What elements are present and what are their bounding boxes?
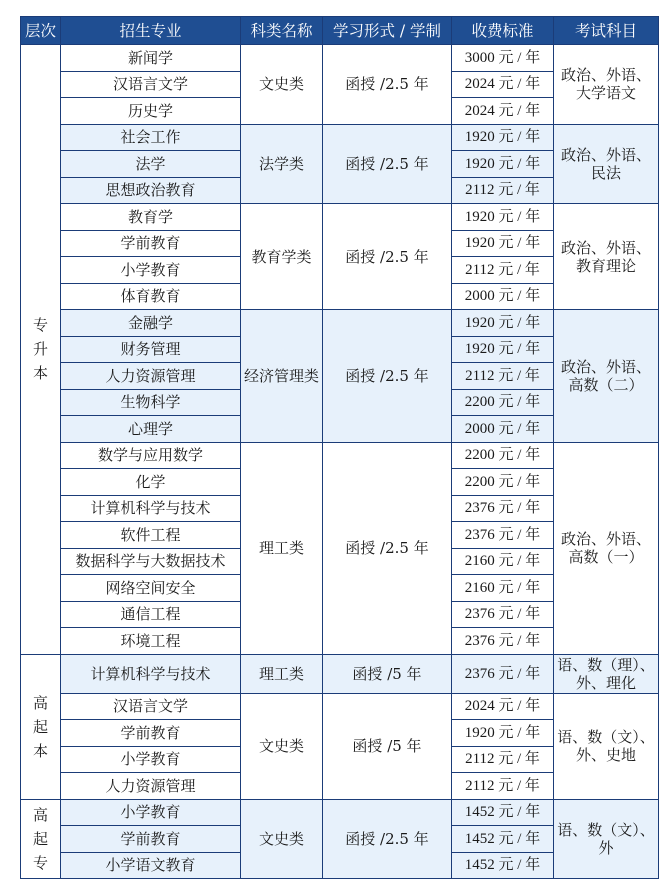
major-cell: 小学教育: [61, 799, 241, 826]
level-label: 高起专: [32, 805, 48, 872]
exam-subjects-cell: 语、数（文）、外、史地: [554, 693, 659, 799]
fee-cell: 1920 元 / 年: [452, 310, 554, 337]
fee-cell: 2024 元 / 年: [452, 693, 554, 720]
level-cell: [21, 654, 61, 799]
major-cell: 汉语言文学: [61, 693, 241, 720]
category-cell: 文史类: [241, 799, 323, 879]
category-cell: 经济管理类: [241, 310, 323, 443]
category-cell: 法学类: [241, 124, 323, 204]
major-cell: 心理学: [61, 416, 241, 443]
study-form-cell: 函授 /2.5 年: [323, 442, 452, 654]
major-cell: 社会工作: [61, 124, 241, 151]
major-cell: 软件工程: [61, 522, 241, 549]
major-cell: 学前教育: [61, 230, 241, 257]
fee-cell: 2376 元 / 年: [452, 495, 554, 522]
study-form-cell: 函授 /2.5 年: [323, 45, 452, 125]
fee-cell: 2376 元 / 年: [452, 654, 554, 693]
fee-cell: 2376 元 / 年: [452, 628, 554, 655]
exam-subjects-cell: 政治、外语、高数（二）: [554, 310, 659, 443]
table-row: [21, 693, 659, 720]
exam-subjects-cell: 语、数（理）、外、理化: [554, 654, 659, 693]
study-form-cell: 函授 /5 年: [323, 693, 452, 799]
major-cell: 环境工程: [61, 628, 241, 655]
fee-cell: 2112 元 / 年: [452, 363, 554, 390]
exam-subjects-cell: 政治、外语、教育理论: [554, 204, 659, 310]
major-cell: 学前教育: [61, 826, 241, 853]
exam-subjects-cell: 语、数（文）、外: [554, 799, 659, 879]
header-row: [21, 17, 659, 45]
table-body: [21, 45, 659, 879]
fee-cell: 2112 元 / 年: [452, 257, 554, 284]
major-cell: 人力资源管理: [61, 363, 241, 390]
fee-cell: 2000 元 / 年: [452, 283, 554, 310]
category-cell: 教育学类: [241, 204, 323, 310]
header-major: 招生专业: [61, 17, 241, 45]
category-cell: 文史类: [241, 45, 323, 125]
fee-cell: 1452 元 / 年: [452, 826, 554, 853]
major-cell: 小学语文教育: [61, 852, 241, 879]
study-form-cell: 函授 /2.5 年: [323, 124, 452, 204]
major-cell: 数学与应用数学: [61, 442, 241, 469]
study-form-cell: 函授 /5 年: [323, 654, 452, 693]
major-cell: 小学教育: [61, 257, 241, 284]
table-row: [21, 204, 659, 231]
header-exam-subjects: 考试科目: [554, 17, 659, 45]
major-cell: 思想政治教育: [61, 177, 241, 204]
fee-cell: 1920 元 / 年: [452, 336, 554, 363]
table-row: [21, 442, 659, 469]
major-cell: 法学: [61, 151, 241, 178]
category-cell: 理工类: [241, 442, 323, 654]
major-cell: 财务管理: [61, 336, 241, 363]
study-form-cell: 函授 /2.5 年: [323, 204, 452, 310]
major-cell: 数据科学与大数据技术: [61, 548, 241, 575]
header-level: 层次: [21, 17, 61, 45]
header-category: 科类名称: [241, 17, 323, 45]
table-row: [21, 799, 659, 826]
table-row: [21, 310, 659, 337]
header-study-form: 学习形式 / 学制: [323, 17, 452, 45]
fee-cell: 1920 元 / 年: [452, 204, 554, 231]
major-cell: 网络空间安全: [61, 575, 241, 602]
fee-cell: 1920 元 / 年: [452, 230, 554, 257]
fee-cell: 2024 元 / 年: [452, 98, 554, 125]
fee-cell: 1452 元 / 年: [452, 852, 554, 879]
major-cell: 小学教育: [61, 746, 241, 773]
major-cell: 化学: [61, 469, 241, 496]
fee-cell: 2000 元 / 年: [452, 416, 554, 443]
fee-cell: 2160 元 / 年: [452, 548, 554, 575]
level-label: 专升本: [32, 316, 48, 383]
fee-cell: 3000 元 / 年: [452, 45, 554, 72]
major-cell: 历史学: [61, 98, 241, 125]
major-cell: 体育教育: [61, 283, 241, 310]
level-label: 高起本: [32, 693, 48, 760]
fee-cell: 1920 元 / 年: [452, 124, 554, 151]
fee-cell: 2112 元 / 年: [452, 746, 554, 773]
major-cell: 新闻学: [61, 45, 241, 72]
exam-subjects-cell: 政治、外语、高数（一）: [554, 442, 659, 654]
fee-cell: 1920 元 / 年: [452, 720, 554, 747]
category-cell: 文史类: [241, 693, 323, 799]
major-cell: 教育学: [61, 204, 241, 231]
fee-cell: 2200 元 / 年: [452, 389, 554, 416]
fee-cell: 2200 元 / 年: [452, 442, 554, 469]
study-form-cell: 函授 /2.5 年: [323, 799, 452, 879]
fee-cell: 2200 元 / 年: [452, 469, 554, 496]
header-fee: 收费标准: [452, 17, 554, 45]
major-cell: 计算机科学与技术: [61, 495, 241, 522]
major-cell: 汉语言文学: [61, 71, 241, 98]
level-cell: [21, 45, 61, 655]
major-cell: 通信工程: [61, 601, 241, 628]
table-row: [21, 124, 659, 151]
major-cell: 生物科学: [61, 389, 241, 416]
major-cell: 计算机科学与技术: [61, 654, 241, 693]
study-form-cell: 函授 /2.5 年: [323, 310, 452, 443]
exam-subjects-cell: 政治、外语、大学语文: [554, 45, 659, 125]
fee-cell: 1452 元 / 年: [452, 799, 554, 826]
fee-cell: 1920 元 / 年: [452, 151, 554, 178]
fee-cell: 2112 元 / 年: [452, 773, 554, 800]
category-cell: 理工类: [241, 654, 323, 693]
fee-cell: 2376 元 / 年: [452, 522, 554, 549]
enrollment-table: [20, 16, 659, 879]
table-row: [21, 654, 659, 693]
fee-cell: 2112 元 / 年: [452, 177, 554, 204]
major-cell: 学前教育: [61, 720, 241, 747]
major-cell: 人力资源管理: [61, 773, 241, 800]
table-row: [21, 45, 659, 72]
fee-cell: 2376 元 / 年: [452, 601, 554, 628]
exam-subjects-cell: 政治、外语、民法: [554, 124, 659, 204]
fee-cell: 2024 元 / 年: [452, 71, 554, 98]
fee-cell: 2160 元 / 年: [452, 575, 554, 602]
level-cell: [21, 799, 61, 879]
major-cell: 金融学: [61, 310, 241, 337]
